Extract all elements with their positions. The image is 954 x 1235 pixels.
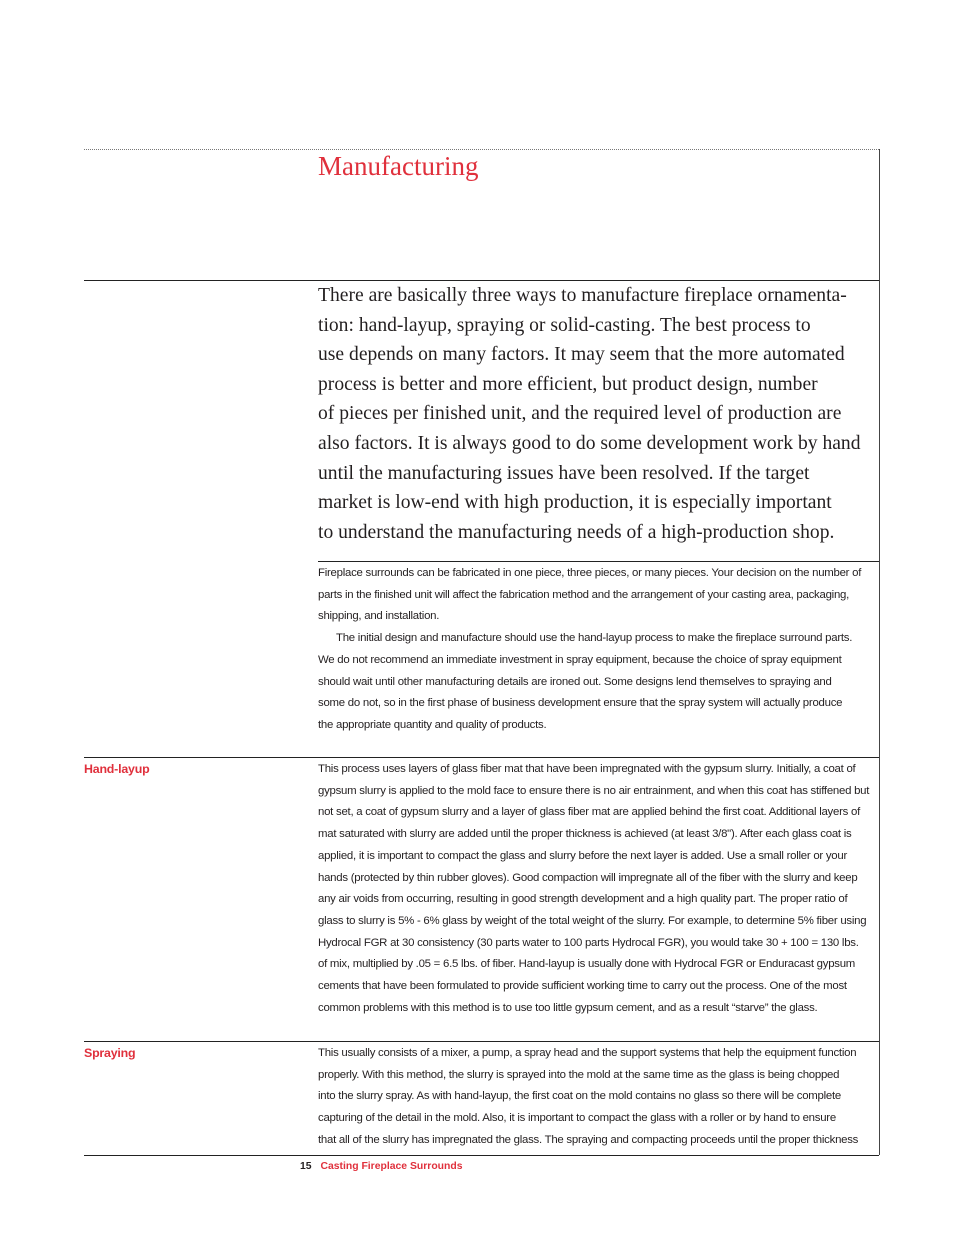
spraying-heading: Spraying (84, 1046, 136, 1060)
publication-title: Casting Fireplace Surrounds (320, 1161, 463, 1172)
body-line: glass to slurry is 5% - 6% glass by weight of the total weight of the slurry. For example, to determine 5% fiber using (318, 914, 867, 927)
intro-line: of pieces per finished unit, and the required level of production are (318, 403, 842, 425)
body-line: not set, a coat of gypsum slurry and a layer of glass fiber mat are applied behind the first coat. Additional layers of (318, 806, 860, 819)
intro-line: to understand the manufacturing needs of a high-production shop. (318, 521, 835, 543)
body-line: any air voids from occurring, resulting in good strength development and a high quality part. The proper ratio of (318, 893, 848, 906)
right-margin-rule (879, 149, 880, 1155)
spraying-paragraph (318, 1043, 872, 1152)
intro-divider (318, 561, 879, 562)
body-line: cements that have been formulated to provide sufficient working time to carry out the process. One of the most (318, 980, 847, 993)
body-line: This usually consists of a mixer, a pump, a spray head and the support systems that help the equipment function (318, 1047, 857, 1059)
body-line: parts in the finished unit will affect the fabrication method and the arrangement of your casting area, packaging, (318, 588, 850, 601)
body-line: capturing of the detail in the mold. Also, it is important to compact the glass with a roller or by hand to ensure (318, 1112, 836, 1125)
body-line: applied, it is important to compact the glass and slurry before the next layer is added. Use a small roller or your (318, 849, 848, 862)
body-line: the appropriate quantity and quality of products. (318, 718, 547, 731)
hand-layup-heading: Hand-layup (84, 762, 150, 776)
section-divider (84, 1041, 879, 1042)
body-line: properly. With this method, the slurry is sprayed into the mold at the same time as the glass is being chopped (318, 1068, 840, 1081)
intro-line: process is better and more efficient, but product design, number (318, 373, 818, 395)
body-line: This process uses layers of glass fiber mat that have been impregnated with the gypsum slurry. Initially, a coat of (318, 763, 856, 775)
body-line: The initial design and manufacture should use the hand-layup process to make the fireplace surround parts. (336, 632, 853, 645)
body-line: Hydrocal FGR at 30 consistency (30 parts water to 100 parts Hydrocal FGR), you would take 30 + 100 = 130 lbs. (318, 936, 859, 949)
body-line: of mix, multiplied by .05 = 6.5 lbs. of fiber. Hand-layup is usually done with Hydrocal FGR or Enduracast gypsum (318, 958, 856, 971)
body-line: some do not, so in the first phase of business development ensure that the spray system will actually produce (318, 697, 843, 710)
body-line: gypsum slurry is applied to the mold face to ensure there is no air entrainment, and when this coat has stiffened but (318, 784, 870, 797)
intro-line: There are basically three ways to manufacture fireplace ornamenta- (318, 285, 847, 306)
intro-line: also factors. It is always good to do some development work by hand (318, 432, 861, 454)
intro-paragraph (318, 281, 874, 547)
body-line: should wait until other manufacturing details are ironed out. Some designs lend themselves to spraying and (318, 675, 832, 688)
body-line: that all of the slurry has impregnated the glass. The spraying and compacting proceeds until the proper thickness (318, 1133, 859, 1146)
page-title: Manufacturing (318, 151, 479, 181)
intro-line: until the manufacturing issues have been resolved. If the target (318, 462, 810, 484)
overview-paragraph (318, 563, 872, 737)
section-divider (84, 757, 879, 758)
body-line: into the slurry spray. As with hand-layup, the first coat on the mold contains no glass so there will be complete (318, 1090, 841, 1103)
top-dotted-rule (84, 149, 879, 150)
body-line: shipping, and installation. (318, 610, 440, 623)
intro-line: use depends on many factors. It may seem that the more automated (318, 344, 845, 366)
body-line: mat saturated with slurry are added until the proper thickness is achieved (at least 3/8"). After each glass coat is (318, 828, 852, 841)
intro-line: market is low-end with high production, it is especially important (318, 492, 832, 514)
body-line: Fireplace surrounds can be fabricated in one piece, three pieces, or many pieces. Your decision on the number of (318, 567, 862, 579)
footer-divider (84, 1155, 879, 1156)
intro-line: tion: hand-layup, spraying or solid-casting. The best process to (318, 314, 811, 336)
hand-layup-paragraph (318, 759, 872, 1019)
body-line: common problems with this method is to use too little gypsum cement, and as a result “starve” the glass. (318, 1001, 818, 1014)
page-footer (300, 1161, 463, 1172)
page-number: 15 (300, 1161, 312, 1172)
body-line: hands (protected by thin rubber gloves). Good compaction will impregnate all of the fiber with the slurry and keep (318, 871, 858, 884)
body-line: We do not recommend an immediate investment in spray equipment, because the choice of spray equipment (318, 653, 842, 666)
